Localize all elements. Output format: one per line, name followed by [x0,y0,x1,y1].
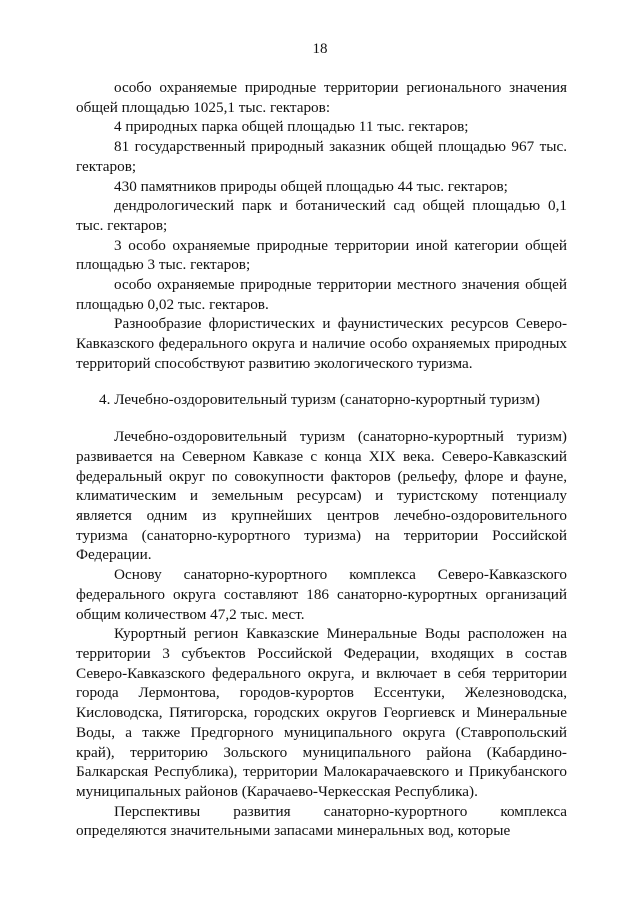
document-body [76,78,567,841]
paragraph-sanatorium-complex: Основу санаторно-курортного комплекса Северо-Кавказского федерального округа составляют 186 санаторно-курортных организаций общим количеством 47,2 тыс. мест. [76,566,567,623]
paragraph-natural-monuments: 430 памятников природы общей площадью 44 тыс. гектаров; [114,177,508,195]
paragraph-state-reserves: 81 государственный природный заказник общей площадью 967 тыс. гектаров; [76,138,567,175]
paragraph-diversity: Разнообразие флористических и фаунистических ресурсов Северо-Кавказского федерального округа и наличие особо охраняемых природных территорий способствуют развитию экологического туризма. [76,315,567,372]
paragraph-mineral-waters-region: Курортный регион Кавказские Минеральные Воды расположен на территории 3 субъектов Российской Федерации, входящих в состав Северо-Кавказского федерального округа, и включает в себя территории города Лермонтова, городов-курортов Ессентуки, Железноводска, Кисловодска, Пятигорска, городских округов Георгиевск и Минеральные Воды, а также Предгорного муниципального округа (Ставропольский край), территорию Зольского муниципального района (Кабардино-Балкарская Республика), территории Малокарачаевского и Прикубанского муниципальных районов (Карачаево-Черкесская Республика). [76,625,567,800]
paragraph-dendrological-park: дендрологический парк и ботанический сад общей площадью 0,1 тыс. гектаров; [76,197,567,234]
section-heading: 4. Лечебно-оздоровительный туризм (санаторно-курортный туризм) [99,390,540,408]
paragraph-perspectives: Перспективы развития санаторно-курортного комплекса определяются значительными запасами минеральных вод, которые [76,802,567,840]
paragraph-regional-territories: особо охраняемые природные территории регионального значения общей площадью 1025,1 тыс. гектаров: [76,79,567,116]
paragraph-local-territories: особо охраняемые природные территории местного значения общей площадью 0,02 тыс. гектаров. [76,276,567,313]
paragraph-other-category: 3 особо охраняемые природные территории иной категории общей площадью 3 тыс. гектаров; [76,236,567,274]
page-number: 18 [312,41,328,57]
paragraph-nature-parks: 4 природных парка общей площадью 11 тыс. гектаров; [114,118,469,136]
paragraph-health-tourism: Лечебно-оздоровительный туризм (санаторно-курортный туризм) развивается на Северном Кавказе с конца XIX века. Северо-Кавказский федеральный округ по совокупности факторов (рельефу, флоре и фауне, климатическим и земельным ресурсам) и туристскому потенциалу является одним из крупнейших центров лечебно-оздоровительного туризма (санаторно-курортного туризма) на территории Российской Федерации. [76,428,567,564]
